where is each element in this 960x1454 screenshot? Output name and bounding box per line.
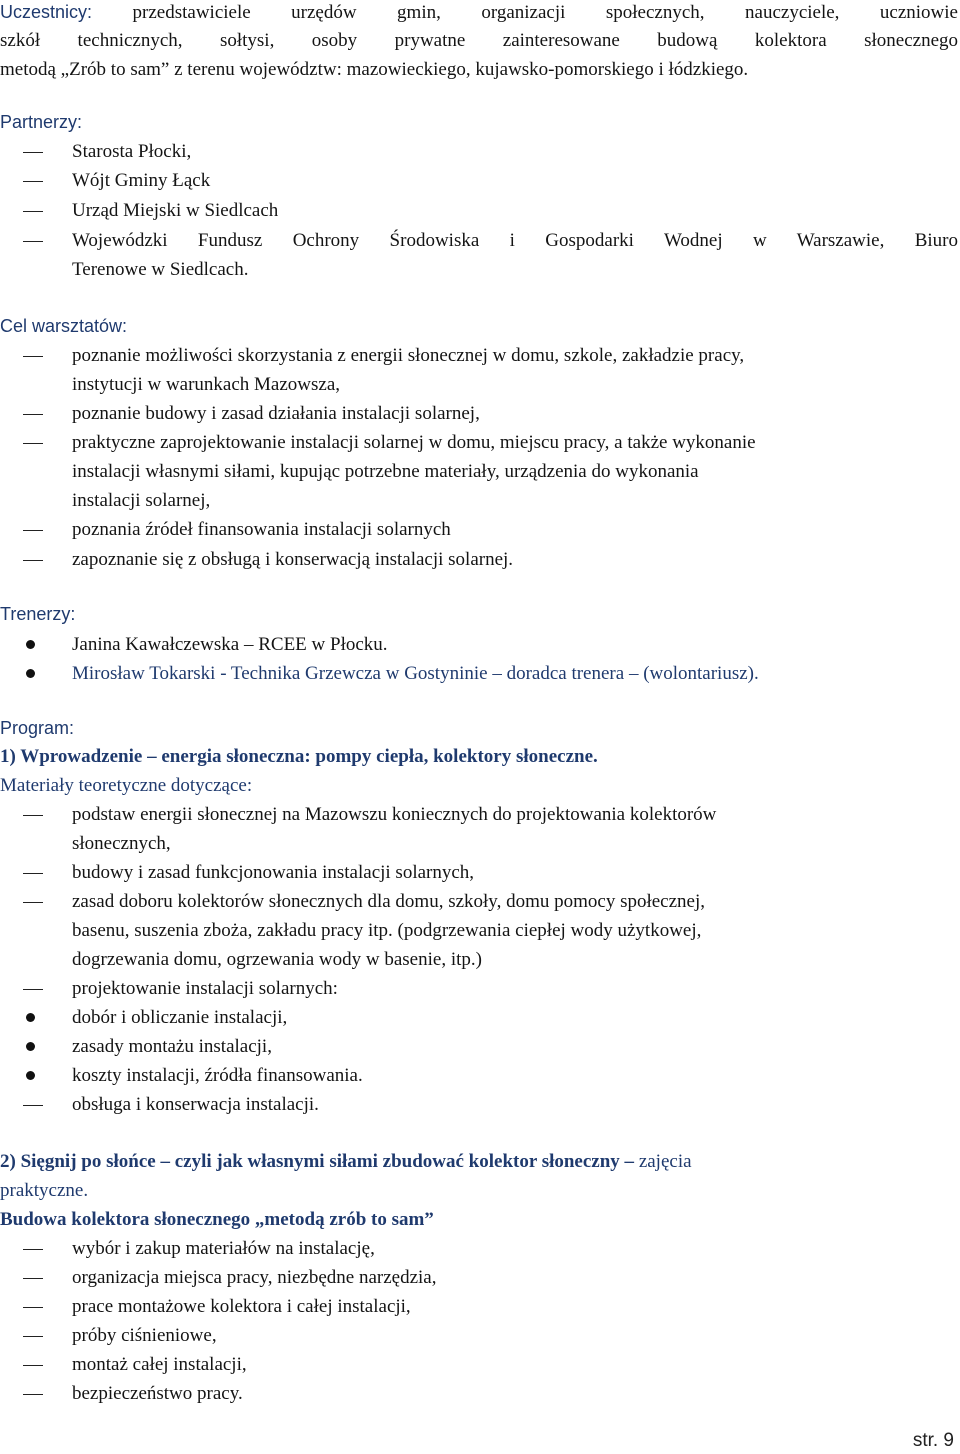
round-bullet-icon (26, 669, 35, 678)
dash-bullet-icon (23, 1307, 43, 1308)
cel-item-continuation: instalacji własnymi siłami, kupując potrzebne materiały, urządzenia do wykonania (72, 461, 699, 482)
build-title: Budowa kolektora słonecznego „metodą zrób to sam” (0, 1209, 434, 1230)
program-section-2-title: 2) Sięgnij po słońce – czyli jak własnymi siłami zbudować kolektor słoneczny – zajęcia (0, 1151, 692, 1172)
cel-item: poznanie budowy i zasad działania instalacji solarnej, (0, 402, 960, 426)
cel-label: Cel warsztatów: (0, 316, 128, 336)
program-subitem: koszty instalacji, źródła finansowania. (0, 1064, 960, 1088)
program-item-continuation: słonecznych, (72, 833, 171, 854)
uczestnicy-line-3: metodą „Zrób to sam” z terenu województw: mazowieckiego, kujawsko-pomorskiego i łódzkiego. (0, 59, 749, 80)
program-item: budowy i zasad funkcjonowania instalacji solarnych, (0, 861, 960, 885)
program-subitem: dobór i obliczanie instalacji, (0, 1006, 960, 1030)
partnerzy-label: Partnerzy: (0, 112, 83, 132)
partner-item: Urząd Miejski w Siedlcach (0, 199, 960, 223)
dash-bullet-icon (23, 902, 43, 903)
cel-item: praktyczne zaprojektowanie instalacji solarnej w domu, miejscu pracy, a także wykonanie (0, 431, 960, 455)
dash-bullet-icon (23, 211, 43, 212)
round-bullet-icon (26, 1071, 35, 1080)
trener-item: Janina Kawałczewska – RCEE w Płocku. (0, 633, 960, 657)
dash-bullet-icon (23, 1336, 43, 1337)
program-label: Program: (0, 718, 75, 738)
dash-bullet-icon (23, 1249, 43, 1250)
dash-bullet-icon (23, 443, 43, 444)
program-subitem: zasady montażu instalacji, (0, 1035, 960, 1059)
program-section-1-title: 1) Wprowadzenie – energia słoneczna: pompy ciepła, kolektory słoneczne. (0, 746, 598, 767)
round-bullet-icon (26, 1042, 35, 1051)
partner-item: Wójt Gminy Łąck (0, 169, 960, 193)
build-item: montaż całej instalacji, (0, 1353, 960, 1377)
round-bullet-icon (26, 1013, 35, 1022)
uczestnicy-label: Uczestnicy: (0, 2, 93, 22)
dash-bullet-icon (23, 356, 43, 357)
round-bullet-icon (26, 640, 35, 649)
build-item: próby ciśnieniowe, (0, 1324, 960, 1348)
build-item: prace montażowe kolektora i całej instalacji, (0, 1295, 960, 1319)
cel-item: zapoznanie się z obsługą i konserwacją instalacji solarnej. (0, 548, 960, 572)
materials-label: Materiały teoretyczne dotyczące: (0, 775, 253, 796)
dash-bullet-icon (23, 181, 43, 182)
dash-bullet-icon (23, 560, 43, 561)
dash-bullet-icon (23, 530, 43, 531)
program-item-continuation: basenu, suszenia zboża, zakładu pracy itp. (podgrzewania ciepłej wody użytkowej, (72, 920, 702, 941)
program-item: obsługa i konserwacja instalacji. (0, 1093, 960, 1117)
dash-bullet-icon (23, 1365, 43, 1366)
dash-bullet-icon (23, 815, 43, 816)
build-item: bezpieczeństwo pracy. (0, 1382, 960, 1406)
dash-bullet-icon (23, 414, 43, 415)
dash-bullet-icon (23, 1394, 43, 1395)
page-number: str. 9 (912, 1430, 954, 1451)
trener-item: Mirosław Tokarski - Technika Grzewcza w Gostyninie – doradca trenera – (wolontariusz). (0, 662, 960, 686)
program-item: podstaw energii słonecznej na Mazowszu koniecznych do projektowania kolektorów (0, 803, 960, 827)
partner-item: Wojewódzki Fundusz Ochrony Środowiska i Gospodarki Wodnej w Warszawie, Biuro (0, 229, 960, 253)
dash-bullet-icon (23, 241, 43, 242)
partner-item-continuation: Terenowe w Siedlcach. (72, 259, 249, 280)
dash-bullet-icon (23, 873, 43, 874)
cel-item-continuation: instytucji w warunkach Mazowsza, (72, 374, 341, 395)
uczestnicy-line-2: szkół technicznych, sołtysi, osoby prywatne zainteresowane budową kolektora słonecznego (0, 30, 958, 51)
program-item: projektowanie instalacji solarnych: (0, 977, 960, 1001)
uczestnicy-line-1 (0, 0, 958, 25)
trenerzy-label: Trenerzy: (0, 604, 76, 624)
cel-item: poznania źródeł finansowania instalacji solarnych (0, 518, 960, 542)
partner-item: Starosta Płocki, (0, 140, 960, 164)
build-item: wybór i zakup materiałów na instalację, (0, 1237, 960, 1261)
dash-bullet-icon (23, 1105, 43, 1106)
uczestnicy-text-1: przedstawiciele urzędów gmin, organizacji społecznych, nauczyciele, uczniowie (132, 2, 958, 23)
program-item-continuation: dogrzewania domu, ogrzewania wody w basenie, itp.) (72, 949, 482, 970)
dash-bullet-icon (23, 1278, 43, 1279)
build-item: organizacja miejsca pracy, niezbędne narzędzia, (0, 1266, 960, 1290)
program-item: zasad doboru kolektorów słonecznych dla domu, szkoły, domu pomocy społecznej, (0, 890, 960, 914)
cel-item: poznanie możliwości skorzystania z energii słonecznej w domu, szkole, zakładzie pracy, (0, 344, 960, 368)
program-section-2-line-2: praktyczne. (0, 1180, 89, 1201)
cel-item-continuation: instalacji solarnej, (72, 490, 211, 511)
dash-bullet-icon (23, 152, 43, 153)
dash-bullet-icon (23, 989, 43, 990)
